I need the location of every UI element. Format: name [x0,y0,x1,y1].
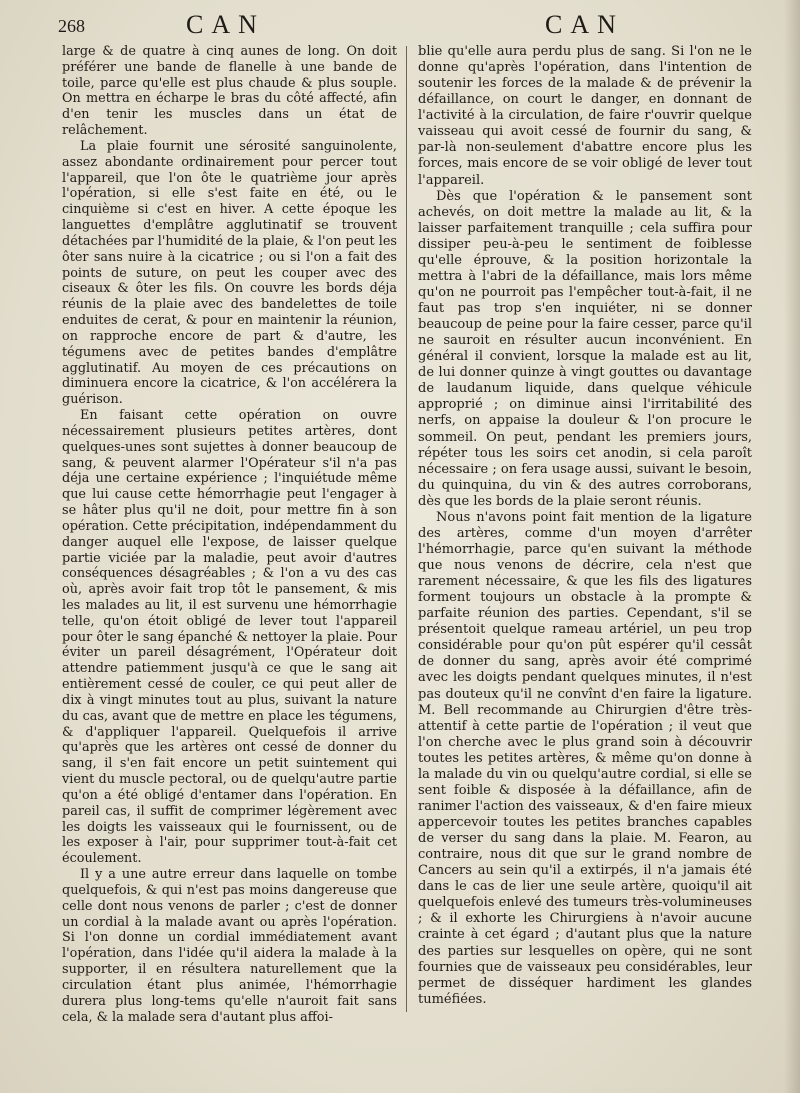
page-edge-shadow [784,0,800,1093]
column-divider [406,46,407,1012]
paragraph: large & de quatre à cinq aunes de long. On doit préférer une bande de flanelle à une bande de toile, parce qu'elle est plus chaude & plus souple. On mettra en écharpe le bras du côté affecté, afin d'en tenir les muscles dans un état de relâchement. [62,44,397,139]
paragraph: Nous n'avons point fait mention de la ligature des artères, comme d'un moyen d'arrêter l'hémorrhagie, parce qu'en suivant la méthode que nous venons de décrire, cela n'est que rarement nécessaire, & que les fils des ligatures forment toujours un obstacle à la prompte & parfaite réunion des parties. Cependant, s'il se présentoit quelque rameau artériel, un peu trop considérable pour qu'on pût espérer qu'il cessât de donner du sang, après avoir été comprimé avec les doigts pendant quelques minutes, il n'est pas douteux qu'il ne convînt d'en faire la ligature. M. Bell recommande au Chirurgien d'être très-attentif à cette partie de l'opération ; il veut que l'on cherche avec le plus grand soin à découvrir toutes les petites artères, & même qu'on donne à la malade du vin ou quelqu'autre cordial, si elle se sent foible & disposée à la défaillance, afin de ranimer l'action des vaisseaux, & d'en faire mieux appercevoir toutes les petites branches capables de verser du sang dans la plaie. M. Fearon, au contraire, nous dit que sur le grand nombre de Cancers au sein qu'il a extirpés, il n'a jamais été dans le cas de lier une seule artère, quoiqu'il ait quelquefois enlevé des tumeurs très-volumineuses ; & il exhorte les Chirurgiens à n'avoir aucune crainte à cet égard ; d'autant plus que la nature des parties sur lesquelles on opère, qui ne sont fournies que de vaisseaux peu considérables, leur permet de disséquer hardiment les glandes tuméfiées. [418,509,752,1007]
paragraph: En faisant cette opération on ouvre nécessairement plusieurs petites artères, dont quelques-unes sont sujettes à donner beaucoup de sang, & peuvent alarmer l'Opérateur s'il n'a pas déja une certaine expérience ; l'inquiétude même que lui cause cette hémorrhagie peut l'engager à se hâter plus qu'il ne doit, pour mettre fin à son opération. Cette précipitation, indépendamment du danger auquel elle l'expose, de laisser quelque partie viciée par la maladie, peut avoir d'autres conséquences désagréables ; & l'on a vu des cas où, après avoir fait trop tôt le pansement, & mis les malades au lit, il est survenu une hémorrhagie telle, qu'on étoit obligé de lever tout l'appareil pour ôter le sang épanché & nettoyer la plaie. Pour éviter un pareil désagrément, l'Opérateur doit attendre patiemment jusqu'à ce que le sang ait entièrement cessé de couler, ce qui peut aller de dix à vingt minutes tout au plus, suivant la nature du cas, avant que de mettre en place les tégumens, & d'appliquer l'appareil. Quelquefois il arrive qu'après que les artères ont cessé de donner du sang, il s'en fait encore un petit suintement qui vient du muscle pectoral, ou de quelqu'autre partie qu'on a été obligé d'entamer dans l'opération. En pareil cas, il suffit de comprimer légèrement avec les doigts les vaisseaux qui le fournissent, ou de les exposer à l'air, pour supprimer tout-à-fait cet écoulement. [62,408,397,867]
paragraph: Dès que l'opération & le pansement sont achevés, on doit mettre la malade au lit, & la laisser parfaitement tranquille ; cela suffira pour dissiper peu-à-peu le sentiment de foiblesse qu'elle éprouve, & la position horizontale la mettra à l'abri de la défaillance, mais lors même qu'on ne pourroit pas l'empêcher tout-à-fait, il ne faut pas trop s'en inquiéter, ni se donner beaucoup de peine pour la faire cesser, parce qu'il ne sauroit en résulter aucun inconvénient. En général il convient, lorsque la malade est au lit, de lui donner quinze à vingt gouttes ou davantage de laudanum liquide, dans quelque véhicule approprié ; on diminue ainsi l'irritabilité des nerfs, on appaise la douleur & l'on procure le sommeil. On peut, pendant les premiers jours, répéter tous les soirs cet anodin, si cela paroît nécessaire ; on fera usage aussi, suivant le besoin, du quinquina, du vin & des autres corroborans, dès que les bords de la plaie seront réunis. [418,188,752,509]
running-title-left: CAN [186,10,265,39]
page-number: 268 [58,16,85,36]
left-column [62,44,397,1025]
running-header [0,8,800,42]
paragraph: Il y a une autre erreur dans laquelle on tombe quelquefois, & qui n'est pas moins dangereuse que celle dont nous venons de parler ; c'est de donner un cordial à la malade avant ou après l'opération. Si l'on donne un cordial immédiatement avant l'opération, dans l'idée qu'il aidera la malade à la supporter, il en résultera naturellement que la circulation étant plus animée, l'hémorrhagie durera plus long-tems qu'elle n'auroit fait sans cela, & la malade sera d'autant plus affoi- [62,867,397,1025]
running-title-right: CAN [545,10,624,39]
paragraph: La plaie fournit une sérosité sanguinolente, assez abondante ordinairement pour percer tout l'appareil, que l'on ôte le quatrième jour après l'opération, si elle s'est faite en été, ou le cinquième si c'est en hiver. A cette époque les languettes d'emplâtre agglutinatif se trouvent détachées par l'humidité de la plaie, & l'on peut les ôter sans nuire à la cicatrice ; ou si l'on a fait des points de suture, on peut les couper avec des ciseaux & ôter les fils. On couvre les bords déja réunis de la plaie avec des bandelettes de toile enduites de cerat, & pour en maintenir la réunion, on rapproche encore de part & d'autre, les tégumens avec de petites bandes d'emplâtre agglutinatif. Au moyen de ces précautions on diminuera encore la cicatrice, & l'on accélérera la guérison. [62,138,397,408]
right-column [418,44,752,1008]
paragraph: blie qu'elle aura perdu plus de sang. Si l'on ne le donne qu'après l'opération, dans l'intention de soutenir les forces de la malade & de prévenir la défaillance, on court le danger, en donnant de l'activité à la circulation, de faire r'ouvrir quelque vaisseau qui avoit cessé de fournir du sang, & par-là non-seulement d'abattre encore plus les forces, mais encore de se voir obligé de lever tout l'appareil. [418,44,752,188]
